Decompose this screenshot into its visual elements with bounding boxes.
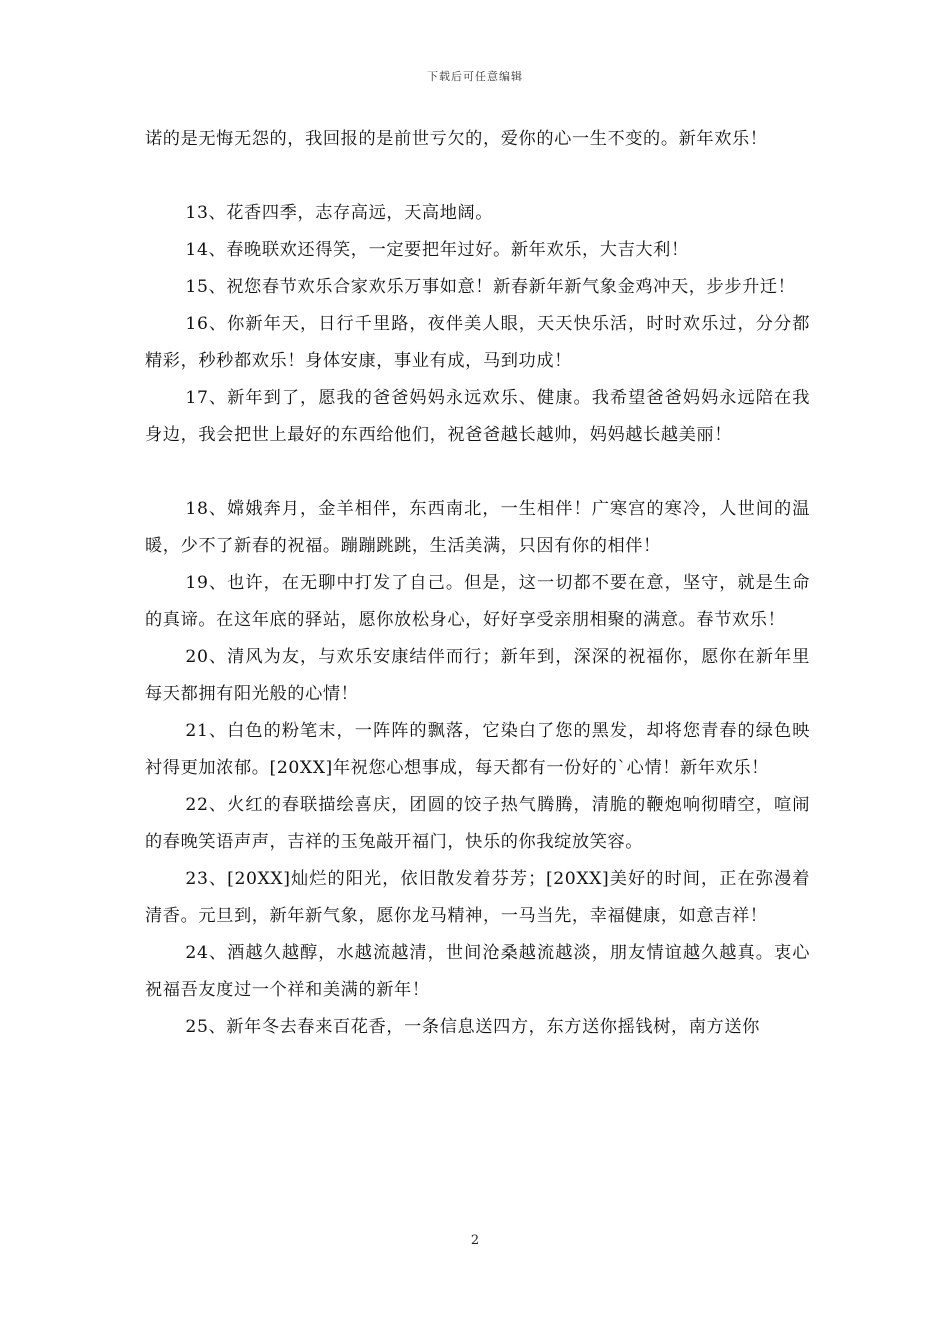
- page-number: 2: [470, 1233, 480, 1248]
- paragraph-20: 20、清风为友，与欢乐安康结伴而行；新年到，深深的祝福你，愿你在新年里每天都拥有阳光般的心情！: [145, 647, 810, 704]
- paragraph-13: 13、花香四季，志存高远，天高地阔。: [185, 203, 494, 223]
- paragraph-gap: [145, 158, 810, 195]
- paragraph-15: 15、祝您春节欢乐合家欢乐万事如意！新春新年新气象金鸡冲天，步步升迁！: [185, 277, 796, 297]
- page-header: 下载后可任意编辑: [427, 70, 523, 83]
- paragraph-25: 25、新年冬去春来百花香，一条信息送四方，东方送你摇钱树，南方送你: [185, 1017, 760, 1037]
- paragraph-24: 24、酒越久越醇，水越流越清，世间沧桑越流越淡，朋友情谊越久越真。衷心祝福吾友度过一个祥和美满的新年！: [145, 943, 810, 1000]
- lead-paragraph: 诺的是无悔无怨的，我回报的是前世亏欠的，爱你的心一生不变的。新年欢乐！: [145, 129, 768, 149]
- document-body: [145, 121, 810, 1046]
- paragraph-23: 23、[20XX]灿烂的阳光，依旧散发着芬芳；[20XX]美好的时间，正在弥漫着清香。元旦到，新年新气象，愿你龙马精神，一马当先，幸福健康，如意吉祥！: [145, 869, 810, 926]
- paragraph-17: 17、新年到了，愿我的爸爸妈妈永远欢乐、健康。我希望爸爸妈妈永远陪在我身边，我会把世上最好的东西给他们，祝爸爸越长越帅，妈妈越长越美丽！: [145, 388, 810, 445]
- paragraph-14: 14、春晚联欢还得笑，一定要把年过好。新年欢乐，大吉大利！: [185, 240, 689, 260]
- paragraph-21: 21、白色的粉笔末，一阵阵的飘落，它染白了您的黑发，却将您青春的绿色映衬得更加浓郁。[20XX]年祝您心想事成，每天都有一份好的`心情！新年欢乐！: [145, 721, 810, 778]
- paragraph-16: 16、你新年天，日行千里路，夜伴美人眼，天天快乐活，时时欢乐过，分分都精彩，秒秒都欢乐！身体安康，事业有成，马到功成！: [145, 314, 810, 371]
- paragraph-18: 18、嫦娥奔月，金羊相伴，东西南北，一生相伴！广寒宫的寒冷，人世间的温暖，少不了新春的祝福。蹦蹦跳跳，生活美满，只因有你的相伴！: [145, 499, 810, 556]
- paragraph-22: 22、火红的春联描绘喜庆，团圆的饺子热气腾腾，清脆的鞭炮响彻晴空，喧闹的春晚笑语声声，吉祥的玉兔敲开福门，快乐的你我绽放笑容。: [145, 795, 810, 852]
- paragraph-19: 19、也许，在无聊中打发了自己。但是，这一切都不要在意，坚守，就是生命的真谛。在这年底的驿站，愿你放松身心，好好享受亲朋相聚的满意。春节欢乐！: [145, 573, 810, 630]
- paragraph-gap: [145, 454, 810, 491]
